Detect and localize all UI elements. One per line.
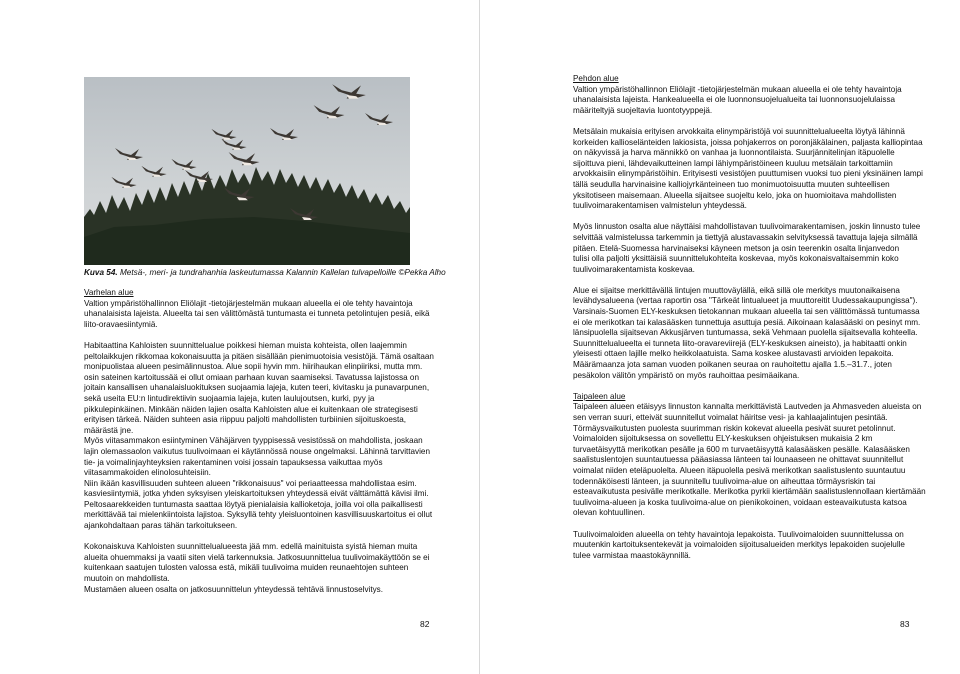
page-number-left: 82 [420,619,430,629]
text-line: muutenkin kartoituksentekevät ja voimaloiden sijoitusalueiden merkitys lepakoiden suojelulle [573,540,905,550]
text-line: olevan kohtuullinen. [573,508,645,518]
paragraph [573,126,923,212]
text-line: Alue ei sijaitse merkittävällä lintujen muuttoväylällä, eikä sillä ole merkitys muutonaikaisena [573,285,900,295]
text-line: kasviesiintymiä, jotka yhden syksyisen yleiskartoituksen yhteydessä eivät välttämättä kävisi ilmi. [84,489,429,499]
text-line: Metsälain mukaisia erityisen arvokkaita elinympäristöjä voi suunnittelualueelta löytyä lähinnä [573,126,905,136]
text-line: tuulivoima-alueen ja koska tuulivoima-alue on pienikokoinen, voidaan esteavaikutusta katsoa [573,497,907,507]
text-line: Varsinais-Suomen ELY-keskuksen tietokannan mukaan alueella tai sen välittömässä tuntumassa [573,307,920,317]
text-line: Taipaleen alueen etäisyys linnuston kannalta merkittävistä Lautveden ja Ahmasveden alueista on [573,402,922,412]
text-line: kuitenkaan saatujen tulosten valossa estä, mikäli tuulivoima muiden reunaehtojen suhteen [84,563,409,573]
text-line: turvaetäisyyttä merikotkan pesälle ja 600 m turvaetäisyyttä kalasääsken pesälle. Kalasääsken [573,444,910,454]
text-line: levähdysalueena (vertaa raportin osa "Tärkeät lintualueet ja muuttoreitit Uudessakaupungissa"). [573,296,918,306]
text-line: Niin ikään kasvillisuuden suhteen alueen "rikkonaisuus" voi periaatteessa mahdollistaa esim. [84,478,417,488]
text-line: erityisen tärkeä. Näiden suhteen asia riippuu paljolti mahdollisten turbiinien sijoituskoesta, [84,415,407,425]
text-line: länsipuolella sijaitsevan Akkusjärven tuntumassa, sekä Vehmaan puolella sijaitsevalla kohteella. [573,328,918,338]
text-line: Myös viitasammakon esiintyminen Vähäjärven tyyppisessä vesistössä on mahdollista, joskaan [84,436,423,446]
section-heading-varhela: Varhelan alue [84,288,134,297]
text-line: sijoittuva pieni, lähdevaikutteinen lampi lähiympäristöineen kuuluu metsälain tarkoittamiin [573,158,893,168]
text-line: esteavaikutusta pesivälle merikotkalle. Merikotka pyrkii kiertämään saalistuslennollaan kiertämään [573,487,926,497]
text-line: viitasammakoiden elinolosuhteisiin. [84,468,211,478]
text-line: on näkyvissä ja harva männikkö on vanhaa ja luonnontilaista. Suurjännitelinjan itäpuolelle [573,148,895,158]
text-line: lajin olemassaolon vaikutus tuulivoimaan ei käytännössä nouse ongelmaksi. Lähinnä tarvittavien [84,446,430,456]
caption-text: Metsä-, meri- ja tundrahanhia laskeutumassa Kalannin Kallelan tulvapelloille ©Pekka Alho [119,268,446,277]
text-line: ei ole merikotkan tai kalasääsken tunnettuja asuttuja pesiä. Aikoinaan kalasääski on pesinyt mm. [573,317,921,327]
text-line: arvokkaisiin elinympäristöihin. Erityisesti vesistöjen puuttumisen vuoksi tuo pieni yksinäinen lampi [573,169,923,179]
text-line: Määrämaanza jota saman vuoden poikanen seuraa on rauhoitettu ajalla 1.5.–31.7., joten [573,360,892,370]
text-line: Tuulivoimaloiden alueella on tehty havaintoja lepakoista. Tuulivoimaloiden suunnittelussa on [573,529,904,539]
page-number-right: 83 [900,619,910,629]
text-line: peltolaikkujen rikkomaa kokonaisuutta ja pitäen sisällään pienimuotoisia vesistöjä. Tämä osaltaan [84,351,434,361]
text-line: pikkulepinkäinen. Minkään näiden lajien osalta Kahloisten alue ei kuitenkaan ole strategisesti [84,404,418,414]
paragraph [573,285,921,381]
text-line: todennäköisesti länteen, ja suunnitellu tuulivoima-alue on aiheuttaa törmäysriskin tai [573,476,876,486]
section-heading-pehto: Pehdon alue [573,74,619,83]
text-line: korkeiden kallioselänteiden lakiosista, joissa pohjakerros on poronjäkälainen, paljasta kalliopintaa [573,137,923,147]
text-line: pitäen. Etelä-Suomessa harvinaiseksi käyneen metson ja osin teerenkin osalta linjanvedon [573,243,900,253]
left-text-column [84,288,434,606]
paragraph [573,391,926,519]
paragraph [84,340,434,532]
text-line: Suunnittelualueelta ei tunneta liito-oravareviirejä (ELY-keskuksen aineisto), ja habitaatti onkin [573,338,907,348]
text-line: määrästä jne. [84,425,134,435]
text-line: Peltosaarekkeiden tuntumasta saattaa löytyä pienialaisia kallioketoja, joilla voi olla paikallisesti [84,499,423,509]
geese-flying-image [84,77,410,265]
text-line: Mustamäen alueen osalta on jatkosuunnittelun yhteydessä tehtävä linnustoselvitys. [84,584,384,594]
text-line: monipuolistaa alueen pesimälinnustoa. Alue sopii hyvin mm. hiirihaukan elinpiiriksi, mutta mm. [84,362,423,372]
right-text-column [573,74,926,572]
text-line: ajankohdaltaan paras tähän tarkoitukseen. [84,521,238,531]
paragraph [573,74,908,116]
left-page [0,0,479,674]
paragraph [573,530,908,562]
text-line: tulee varmistaa maastokäynnillä. [573,550,691,560]
text-line: tuulivoimarakentamista koskevaa. [573,264,695,274]
text-line: tällä seudulla harvinaisine kalliojyrkänteineen tuo monimuotoisuutta muuten suhteellisen [573,179,890,189]
text-line: Kokonaiskuva Kahloisten suunnittelualueesta jää mm. edellä mainituista syistä hieman muita [84,542,418,552]
text-line: yleisesti ottaen lajille melko heikkolaatuista. Sama koskee alustavasti arvioiden lepakoita. [573,349,894,359]
text-line: pesäkolon välitön ympäristö on myös rauhoittaa pesimäaikana. [573,370,800,380]
section-heading-taipale: Taipaleen alue [573,391,626,401]
text-line: liito-oravaesiintymiä. [84,319,158,329]
photo-caption [84,267,446,278]
paragraph [84,288,430,330]
text-line: tuulivoimarakentamisen valmistelun yhteydessä. [573,201,747,211]
paragraph [573,222,921,275]
caption-label: Kuva 54. [84,268,118,277]
text-line: alueita ohuemmaksi ja vaatii siten vielä tarkennuksia. Jatkosuunnittelua tuulivoimakäyttöön se ei [84,552,430,562]
paragraph [84,542,430,595]
text-line: Voimaloiden sijoituksessa on sovellettu ELY-keskuksen ohjeistuksen mukaisia 2 km [573,434,873,444]
text-line: saalistuslentojen suuntautuessa pääasiassa länteen tai lounaaseen ne ohittavat suunnitellut [573,455,904,465]
text-line: Törmäysvaikutusten puolesta suurimman riskin kokevat alueella pesivät suuret petolinnut. [573,423,896,433]
text-line: osin sateinen kartoitussää ei ollut omiaan parhaan kuvan saamiseksi. Tavatussa lajistossa on [84,372,419,382]
text-line: Valtion ympäristöhallinnon Eliölajit -tietojärjestelmän mukaan alueella ei ole tehty havaintoja [84,298,413,308]
text-line: selvittää valmistelussa tarkemmin ja tiettyjä alustavassakin selvityksessä tavattuja lajeja silmällä [573,232,918,242]
text-line: sen verran suuri, etteivät suunnitellut voimalat häiritse vesi- ja kahlaajalintujen pesintää. [573,413,888,422]
text-line: tulisi olla paljolti yksittäisiä suunnittelukohteita koskevaa, myös kokonaisvaltaisemmin koko [573,254,899,264]
text-line: tie- ja voimalinjayhteyksien rakentaminen voisi jossain tapauksessa vaikuttaa myös [84,457,383,467]
text-line: muutoin on mahdollista. [84,574,170,584]
text-line: merkittävää tai mielenkiintoista lajistoa. Syksyllä tehty yleisluontoinen kasvillisuuskartoitus ei ollut [84,510,433,520]
geese-photo [84,77,410,265]
text-line: Myös linnuston osalta alue näyttäisi mahdollistavan tuulivoimarakentamisen, joskin linnusto tulee [573,222,921,232]
text-line: Habitaattina Kahloisten suunnittelualue poikkesi hieman muista kohteista, ollen laajemmin [84,340,407,350]
text-line: sekä useita EU:n lintudirektiivin suojaamia lajeja, kuten laulujoutsen, kurki, pyy ja [84,393,375,403]
text-line: joitain kansallisen uhanalaisluokituksen suojaamia lajeja, kuten teeri, kivitasku ja punavarpunen, [84,383,430,393]
text-line: määriteltyjä suojeltavia luontotyyppejä. [573,105,713,115]
text-line: Valtion ympäristöhallinnon Eliölajit -tietojärjestelmän mukaan alueella ei ole tehty havaintoja [573,84,902,94]
text-line: yksitotiseen maisemaan. Alueella sijaitsee suojeltu kelo, joka on huomioitava mahdollisten [573,190,897,200]
text-line: voimalat niiden eteläpuolelta. Alueen itäpuolella pesivä merikotkan saalistuslento suuntautuu [573,465,906,475]
text-line: uhanalaisista lajeista. Hankealueella ei ole luonnonsuojelualueita tai luonnonsuojelulaissa [573,95,896,105]
text-line: uhanalaisista lajeista. Alueelta tai sen välittömästä tuntumasta ei tunneta petolintujen pesiä, eikä [84,309,430,319]
